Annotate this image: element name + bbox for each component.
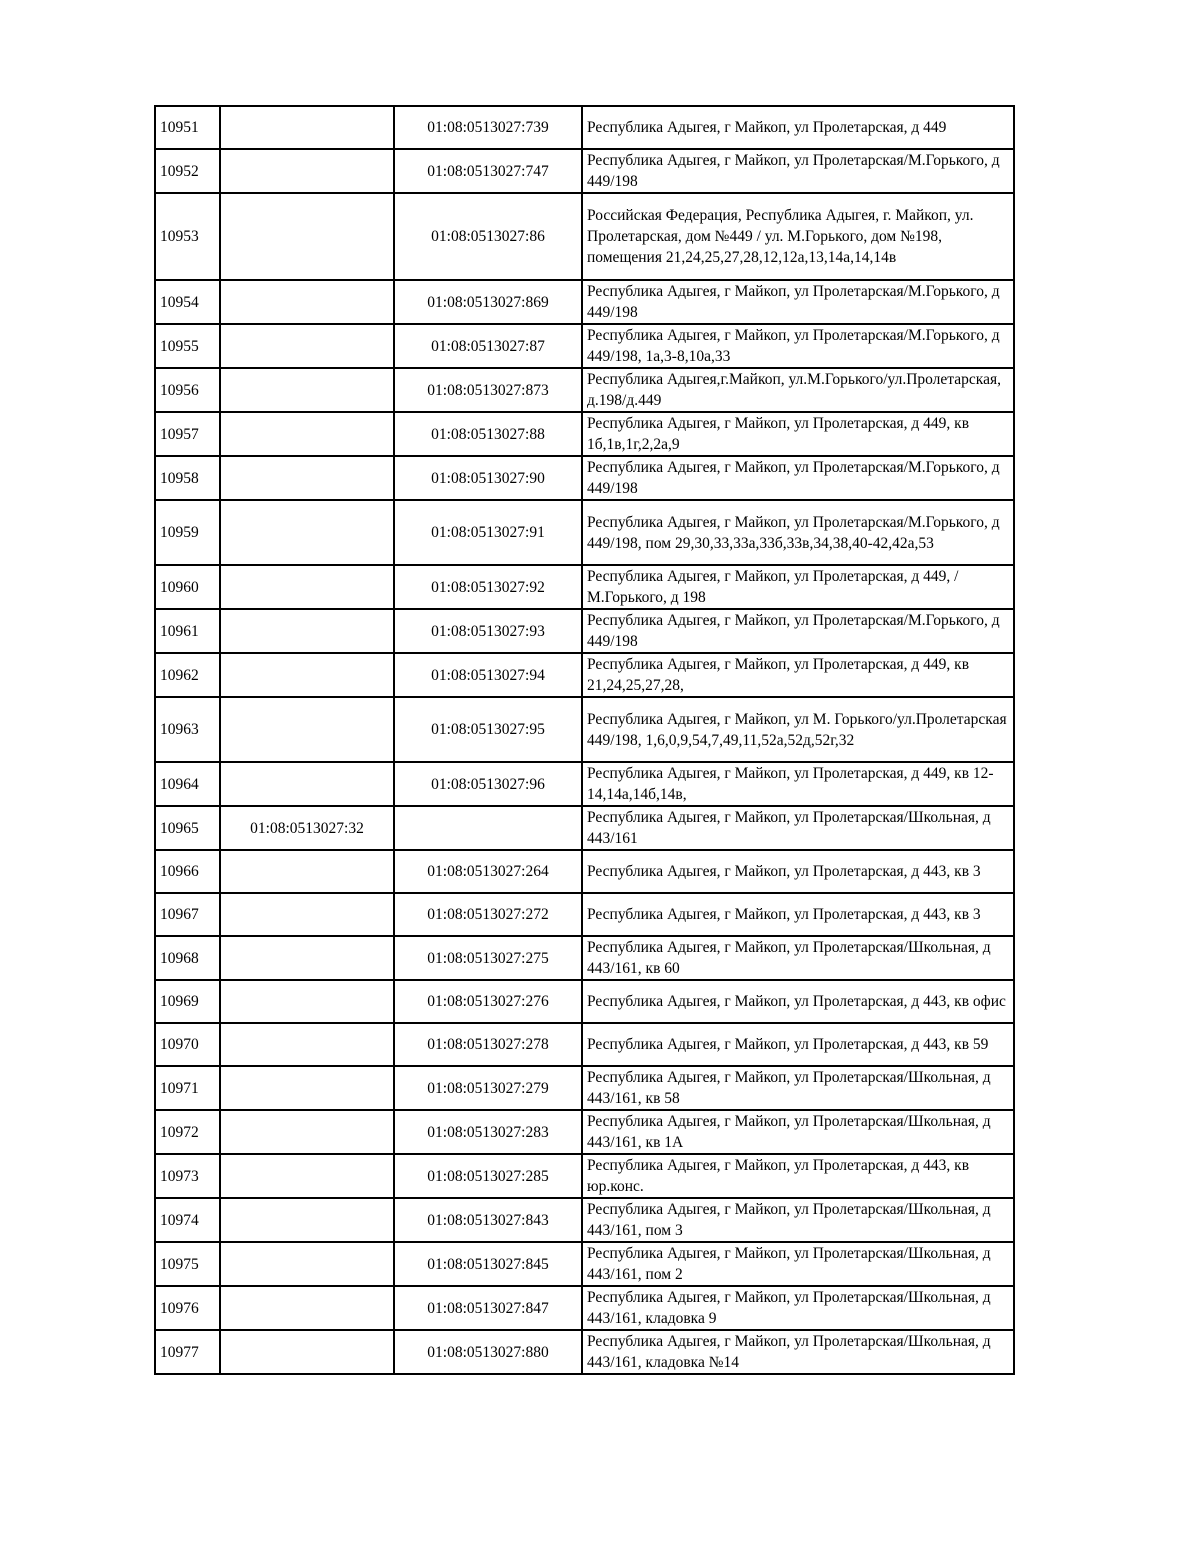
parent-cadastral-number-cell xyxy=(220,980,394,1023)
parent-cadastral-number-cell xyxy=(220,412,394,456)
parent-cadastral-number-cell xyxy=(220,324,394,368)
parent-cadastral-number-cell xyxy=(220,368,394,412)
address-cell: Республика Адыгея, г Майкоп, ул Пролетарская/Школьная, д 443/161, кв 1А xyxy=(582,1110,1014,1154)
parent-cadastral-number-cell xyxy=(220,653,394,697)
row-number-cell: 10964 xyxy=(155,762,220,806)
address-cell: Республика Адыгея, г Майкоп, ул Пролетарская/Школьная, д 443/161, пом 3 xyxy=(582,1198,1014,1242)
cadastral-number-cell: 01:08:0513027:272 xyxy=(394,893,582,936)
address-cell: Республика Адыгея, г Майкоп, ул Пролетарская/Школьная, д 443/161, кв 60 xyxy=(582,936,1014,980)
table-row xyxy=(155,456,1014,500)
row-number-cell: 10963 xyxy=(155,697,220,762)
cadastral-number-cell: 01:08:0513027:747 xyxy=(394,149,582,193)
cadastral-number-cell: 01:08:0513027:95 xyxy=(394,697,582,762)
address-cell: Республика Адыгея, г Майкоп, ул Пролетарская/Школьная, д 443/161, кладовка №14 xyxy=(582,1330,1014,1374)
row-number-cell: 10977 xyxy=(155,1330,220,1374)
parent-cadastral-number-cell xyxy=(220,106,394,149)
row-number-cell: 10970 xyxy=(155,1023,220,1066)
table-row xyxy=(155,1023,1014,1066)
parent-cadastral-number-cell xyxy=(220,1286,394,1330)
parent-cadastral-number-cell xyxy=(220,1242,394,1286)
parent-cadastral-number-cell xyxy=(220,1154,394,1198)
table-row xyxy=(155,893,1014,936)
address-cell: Республика Адыгея, г Майкоп, ул Пролетарская/М.Горького, д 449/198 xyxy=(582,280,1014,324)
address-cell: Республика Адыгея, г Майкоп, ул Пролетарская/Школьная, д 443/161, кв 58 xyxy=(582,1066,1014,1110)
cadastral-number-cell: 01:08:0513027:739 xyxy=(394,106,582,149)
table-row xyxy=(155,149,1014,193)
table-row xyxy=(155,1198,1014,1242)
row-number-cell: 10967 xyxy=(155,893,220,936)
address-cell: Республика Адыгея, г Майкоп, ул Пролетарская, д 449 xyxy=(582,106,1014,149)
address-cell: Республика Адыгея, г Майкоп, ул Пролетарская, д 449, кв 12-14,14а,14б,14в, xyxy=(582,762,1014,806)
table-row xyxy=(155,762,1014,806)
parent-cadastral-number-cell xyxy=(220,936,394,980)
table-row xyxy=(155,412,1014,456)
table-row xyxy=(155,565,1014,609)
cadastral-number-cell: 01:08:0513027:88 xyxy=(394,412,582,456)
table-row xyxy=(155,324,1014,368)
cadastral-number-cell: 01:08:0513027:880 xyxy=(394,1330,582,1374)
row-number-cell: 10955 xyxy=(155,324,220,368)
address-cell: Республика Адыгея, г Майкоп, ул Пролетарская, д 449, /М.Горького, д 198 xyxy=(582,565,1014,609)
cadastral-number-cell: 01:08:0513027:94 xyxy=(394,653,582,697)
address-cell: Республика Адыгея, г Майкоп, ул Пролетарская/Школьная, д 443/161, кладовка 9 xyxy=(582,1286,1014,1330)
address-cell: Республика Адыгея, г Майкоп, ул Пролетарская/М.Горького, д 449/198, 1а,3-8,10а,33 xyxy=(582,324,1014,368)
parent-cadastral-number-cell xyxy=(220,456,394,500)
parent-cadastral-number-cell xyxy=(220,565,394,609)
row-number-cell: 10971 xyxy=(155,1066,220,1110)
row-number-cell: 10953 xyxy=(155,193,220,280)
address-cell: Республика Адыгея, г Майкоп, ул Пролетарская/М.Горького, д 449/198 xyxy=(582,149,1014,193)
address-cell: Республика Адыгея, г Майкоп, ул Пролетарская/М.Горького, д 449/198 xyxy=(582,609,1014,653)
parent-cadastral-number-cell xyxy=(220,1023,394,1066)
table-row xyxy=(155,609,1014,653)
parent-cadastral-number-cell xyxy=(220,850,394,893)
registry-table-body xyxy=(155,106,1014,1374)
address-cell: Республика Адыгея, г Майкоп, ул Пролетарская, д 449, кв 1б,1в,1г,2,2а,9 xyxy=(582,412,1014,456)
cadastral-number-cell: 01:08:0513027:845 xyxy=(394,1242,582,1286)
parent-cadastral-number-cell: 01:08:0513027:32 xyxy=(220,806,394,850)
row-number-cell: 10972 xyxy=(155,1110,220,1154)
row-number-cell: 10952 xyxy=(155,149,220,193)
address-cell: Республика Адыгея, г Майкоп, ул Пролетарская/М.Горького, д 449/198 xyxy=(582,456,1014,500)
parent-cadastral-number-cell xyxy=(220,280,394,324)
cadastral-number-cell: 01:08:0513027:278 xyxy=(394,1023,582,1066)
parent-cadastral-number-cell xyxy=(220,1110,394,1154)
parent-cadastral-number-cell xyxy=(220,893,394,936)
parent-cadastral-number-cell xyxy=(220,1330,394,1374)
cadastral-number-cell: 01:08:0513027:92 xyxy=(394,565,582,609)
row-number-cell: 10973 xyxy=(155,1154,220,1198)
row-number-cell: 10960 xyxy=(155,565,220,609)
row-number-cell: 10975 xyxy=(155,1242,220,1286)
row-number-cell: 10966 xyxy=(155,850,220,893)
row-number-cell: 10958 xyxy=(155,456,220,500)
table-row xyxy=(155,1154,1014,1198)
parent-cadastral-number-cell xyxy=(220,500,394,565)
cadastral-number-cell: 01:08:0513027:285 xyxy=(394,1154,582,1198)
table-row xyxy=(155,806,1014,850)
cadastral-number-cell: 01:08:0513027:275 xyxy=(394,936,582,980)
address-cell: Республика Адыгея, г Майкоп, ул Пролетарская, д 443, кв офис xyxy=(582,980,1014,1023)
table-row xyxy=(155,980,1014,1023)
address-cell: Республика Адыгея,г.Майкоп, ул.М.Горького/ул.Пролетарская, д.198/д.449 xyxy=(582,368,1014,412)
parent-cadastral-number-cell xyxy=(220,193,394,280)
table-row xyxy=(155,936,1014,980)
table-row xyxy=(155,1242,1014,1286)
row-number-cell: 10969 xyxy=(155,980,220,1023)
row-number-cell: 10968 xyxy=(155,936,220,980)
address-cell: Российская Федерация, Республика Адыгея, г. Майкоп, ул. Пролетарская, дом №449 / ул. М.Горького, дом №198, помещения 21,24,25,27,28,12,12а,13,14а,14,14в xyxy=(582,193,1014,280)
address-cell: Республика Адыгея, г Майкоп, ул Пролетарская/М.Горького, д 449/198, пом 29,30,33,33а,33б,33в,34,38,40-42,42а,53 xyxy=(582,500,1014,565)
cadastral-number-cell: 01:08:0513027:869 xyxy=(394,280,582,324)
table-row xyxy=(155,850,1014,893)
parent-cadastral-number-cell xyxy=(220,697,394,762)
cadastral-number-cell xyxy=(394,806,582,850)
cadastral-registry-table xyxy=(154,105,1015,1375)
cadastral-number-cell: 01:08:0513027:93 xyxy=(394,609,582,653)
cadastral-number-cell: 01:08:0513027:86 xyxy=(394,193,582,280)
address-cell: Республика Адыгея, г Майкоп, ул Пролетарская/Школьная, д 443/161 xyxy=(582,806,1014,850)
address-cell: Республика Адыгея, г Майкоп, ул Пролетарская, д 443, кв 3 xyxy=(582,850,1014,893)
address-cell: Республика Адыгея, г Майкоп, ул Пролетарская, д 443, кв 59 xyxy=(582,1023,1014,1066)
row-number-cell: 10957 xyxy=(155,412,220,456)
table-row xyxy=(155,193,1014,280)
table-row xyxy=(155,1110,1014,1154)
parent-cadastral-number-cell xyxy=(220,149,394,193)
cadastral-number-cell: 01:08:0513027:873 xyxy=(394,368,582,412)
row-number-cell: 10951 xyxy=(155,106,220,149)
table-row xyxy=(155,1066,1014,1110)
cadastral-number-cell: 01:08:0513027:283 xyxy=(394,1110,582,1154)
parent-cadastral-number-cell xyxy=(220,1198,394,1242)
parent-cadastral-number-cell xyxy=(220,609,394,653)
cadastral-number-cell: 01:08:0513027:90 xyxy=(394,456,582,500)
address-cell: Республика Адыгея, г Майкоп, ул М. Горького/ул.Пролетарская 449/198, 1,6,0,9,54,7,49,11,52а,52д,52г,32 xyxy=(582,697,1014,762)
address-cell: Республика Адыгея, г Майкоп, ул Пролетарская/Школьная, д 443/161, пом 2 xyxy=(582,1242,1014,1286)
cadastral-number-cell: 01:08:0513027:91 xyxy=(394,500,582,565)
cadastral-number-cell: 01:08:0513027:264 xyxy=(394,850,582,893)
cadastral-number-cell: 01:08:0513027:276 xyxy=(394,980,582,1023)
table-row xyxy=(155,368,1014,412)
parent-cadastral-number-cell xyxy=(220,762,394,806)
address-cell: Республика Адыгея, г Майкоп, ул Пролетарская, д 449, кв 21,24,25,27,28, xyxy=(582,653,1014,697)
cadastral-number-cell: 01:08:0513027:87 xyxy=(394,324,582,368)
row-number-cell: 10961 xyxy=(155,609,220,653)
table-row xyxy=(155,653,1014,697)
table-row xyxy=(155,280,1014,324)
cadastral-number-cell: 01:08:0513027:843 xyxy=(394,1198,582,1242)
address-cell: Республика Адыгея, г Майкоп, ул Пролетарская, д 443, кв юр.конс. xyxy=(582,1154,1014,1198)
table-row xyxy=(155,697,1014,762)
table-row xyxy=(155,1286,1014,1330)
row-number-cell: 10976 xyxy=(155,1286,220,1330)
row-number-cell: 10954 xyxy=(155,280,220,324)
row-number-cell: 10965 xyxy=(155,806,220,850)
cadastral-number-cell: 01:08:0513027:847 xyxy=(394,1286,582,1330)
table-row xyxy=(155,106,1014,149)
parent-cadastral-number-cell xyxy=(220,1066,394,1110)
row-number-cell: 10956 xyxy=(155,368,220,412)
address-cell: Республика Адыгея, г Майкоп, ул Пролетарская, д 443, кв 3 xyxy=(582,893,1014,936)
row-number-cell: 10959 xyxy=(155,500,220,565)
row-number-cell: 10974 xyxy=(155,1198,220,1242)
table-row xyxy=(155,500,1014,565)
row-number-cell: 10962 xyxy=(155,653,220,697)
cadastral-number-cell: 01:08:0513027:279 xyxy=(394,1066,582,1110)
table-row xyxy=(155,1330,1014,1374)
cadastral-number-cell: 01:08:0513027:96 xyxy=(394,762,582,806)
